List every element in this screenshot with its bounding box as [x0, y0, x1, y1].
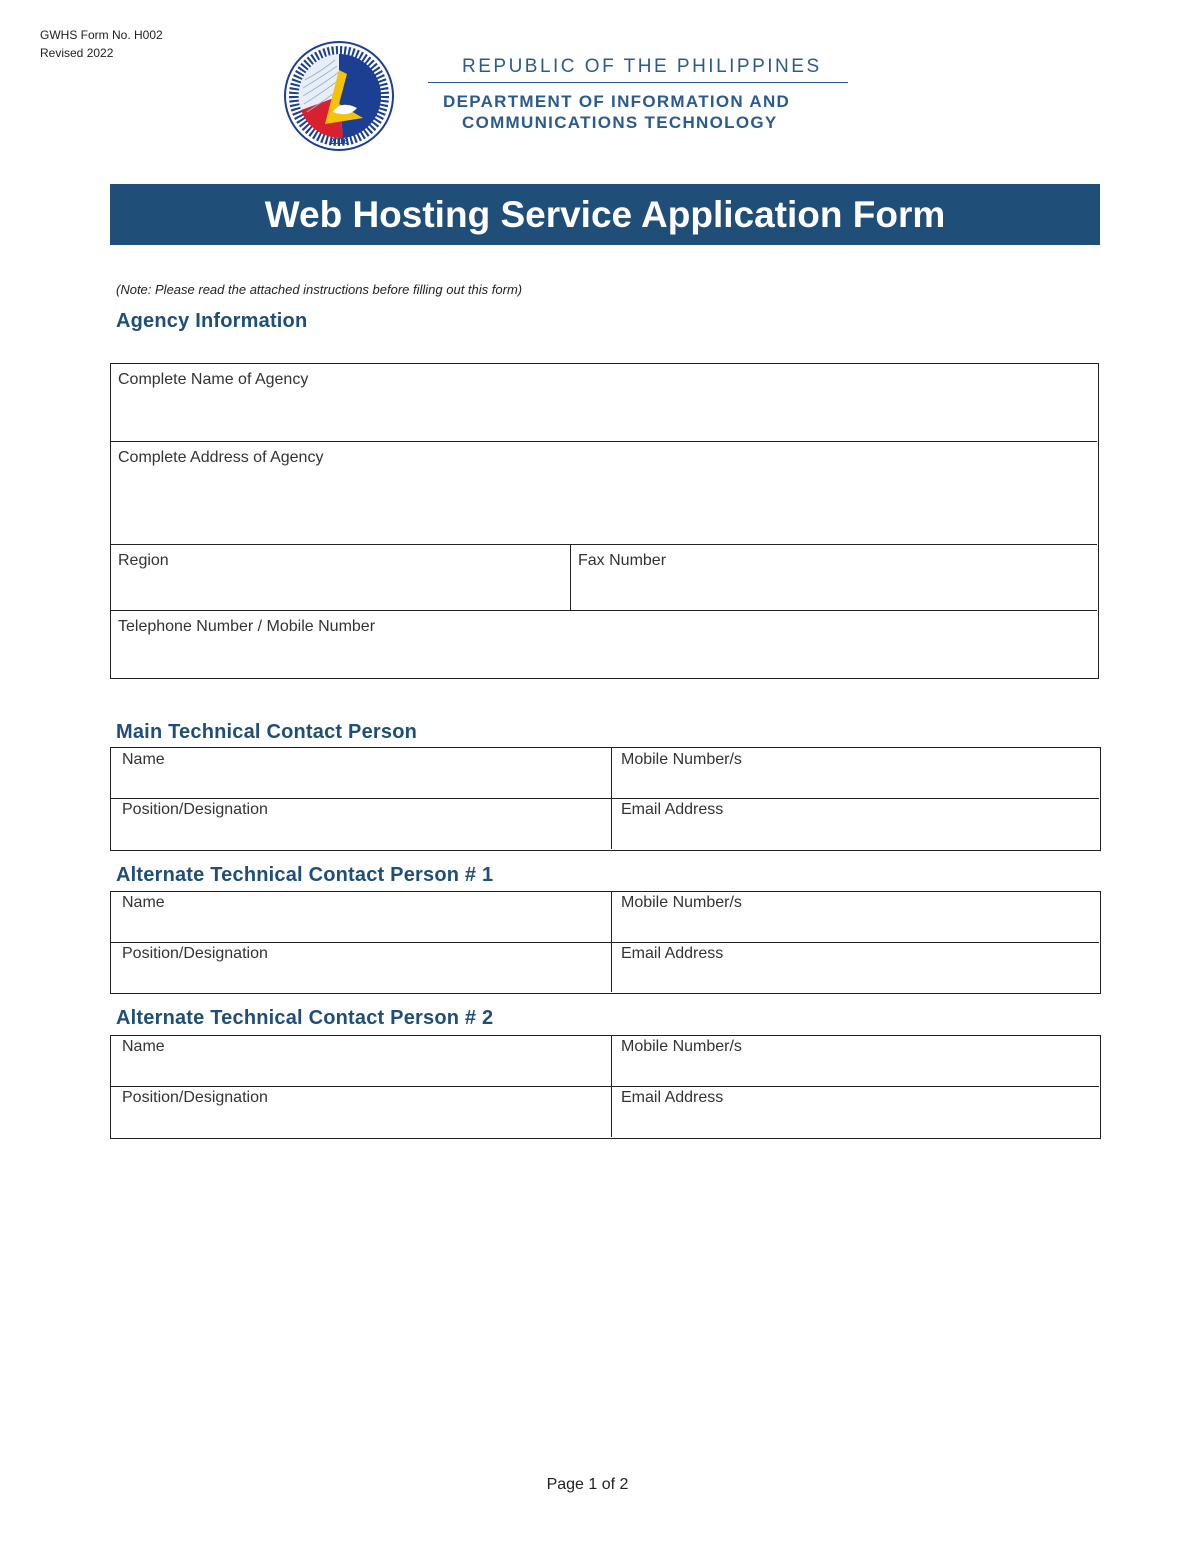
alternate-contact-2-table	[110, 1035, 1101, 1139]
agency-info-heading: Agency Information	[116, 310, 308, 332]
main-contact-table	[110, 747, 1101, 851]
agency-info-table	[110, 363, 1099, 679]
alt1-contact-mobile-field[interactable]: Mobile Number/s	[612, 892, 1099, 943]
alt2-contact-name-field[interactable]: Name	[111, 1036, 612, 1087]
header-divider	[428, 82, 848, 83]
alt1-contact-name-field[interactable]: Name	[111, 892, 612, 943]
form-meta	[40, 26, 163, 62]
main-contact-name-field[interactable]: Name	[111, 748, 612, 799]
alt2-contact-position-field[interactable]: Position/Designation	[111, 1087, 612, 1137]
main-contact-email-field[interactable]: Email Address	[621, 801, 724, 818]
department-line-1: DEPARTMENT OF INFORMATION AND	[443, 92, 791, 111]
alt1-contact-position-field[interactable]: Position/Designation	[111, 943, 612, 992]
telephone-mobile-field[interactable]: Telephone Number / Mobile Number	[118, 618, 376, 635]
main-contact-mobile-field[interactable]: Mobile Number/s	[612, 748, 1099, 799]
agency-header	[428, 56, 848, 133]
alternate-contact-1-table	[110, 891, 1101, 994]
agency-address-field[interactable]: Complete Address of Agency	[111, 442, 1097, 545]
main-contact-heading: Main Technical Contact Person	[116, 721, 418, 743]
seal-icon	[283, 40, 395, 152]
alternate-contact-1-heading: Alternate Technical Contact Person # 1	[116, 864, 494, 886]
fax-number-field[interactable]: Fax Number	[571, 545, 1097, 611]
form-revision: Revised 2022	[40, 46, 114, 60]
page-number: Page 1 of 2	[546, 1476, 629, 1493]
alt2-contact-email-field[interactable]: Email Address	[621, 1089, 724, 1106]
form-number: GWHS Form No. H002	[40, 28, 163, 42]
republic-label: REPUBLIC OF THE PHILIPPINES	[462, 56, 822, 77]
instructions-note: (Note: Please read the attached instructions before filling out this form)	[116, 282, 523, 297]
dict-seal-logo	[283, 40, 395, 152]
seal-year: 2016	[330, 137, 348, 146]
agency-name-field[interactable]: Complete Name of Agency	[111, 364, 1097, 442]
form-title-banner: Web Hosting Service Application Form	[110, 184, 1100, 245]
region-field[interactable]: Region	[111, 545, 571, 611]
alt1-contact-email-field[interactable]: Email Address	[621, 945, 724, 962]
alternate-contact-2-heading: Alternate Technical Contact Person # 2	[116, 1007, 494, 1029]
alt2-contact-mobile-field[interactable]: Mobile Number/s	[612, 1036, 1099, 1087]
main-contact-position-field[interactable]: Position/Designation	[111, 799, 612, 849]
department-line-2: COMMUNICATIONS TECHNOLOGY	[462, 113, 778, 132]
